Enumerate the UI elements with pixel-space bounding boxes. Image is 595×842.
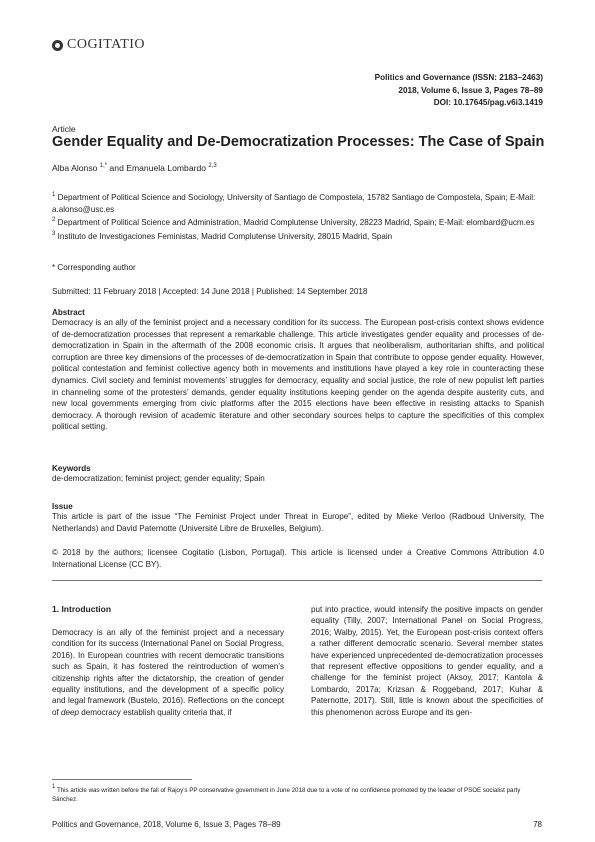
corresponding-author: * Corresponding author: [52, 263, 136, 272]
footnote-text: This article was written before the fall of Rajoy’s PP conservative government in June 2018 due to a vote of no confidence promoted by the leader of PSOE socialist party Sánchez.: [52, 787, 521, 803]
abstract: [52, 308, 544, 433]
license-text: © 2018 by the authors; licensee Cogitatio (Lisbon, Portugal). This article is licensed under a Creative Commons Attribution 4.0 International License (CC BY).: [52, 548, 544, 569]
affil-text-2: Department of Political Science and Administration, Madrid Complutense University, 28223 Madrid, Spain; E-Mail: elombard@ucm.es: [55, 218, 535, 228]
section-divider: [52, 580, 542, 581]
intro-heading: 1. Introduction: [52, 604, 112, 614]
issue: [52, 502, 544, 534]
author-1-affil: 1,*: [99, 163, 108, 169]
footnote: [52, 783, 542, 804]
abstract-text: Democracy is an ally of the feminist project and a necessary condition for its success. The European post-crisis context shows evidence of de-democratization processes that represent a remarkable challenge. This article investigates gender equality and processes of de-democratization in Spain in the aftermath of the 2008 economic crisis. It argues that neoliberalism, authoritarian shifts, and political corruption are three key dimensions of the processes of de-democratization in Spain that contribute to oppose gender equality. However, political contestation and feminist collective agency both in movements and institutions have played a key role in counteracting these dynamics. Civil society and feminist movements’ struggles for democracy, equality and social justice, the role of new populist left parties in channeling some of the protesters’ demands, gender equality institutions keeping gender on the agenda despite austerity cuts, and new local governments emerging from civic platforms after the 2015 elections have been effective in resisting attacks to Spanish democracy. A thorough revision of academic literature and other secondary sources helps to capture the specificities of this complex political setting.: [52, 318, 544, 432]
abstract-heading: Abstract: [52, 308, 85, 317]
authors: [52, 163, 217, 173]
affil-sup-3: 3: [52, 230, 56, 237]
affiliation-3: [52, 229, 552, 243]
article-title: Gender Equality and De-Democratization Processes: The Case of Spain: [52, 134, 545, 150]
submission-dates: Submitted: 11 February 2018 | Accepted: 14 June 2018 | Published: 14 September 2018: [52, 287, 368, 296]
footnote-sup: 1: [52, 784, 56, 790]
journal-info: [375, 72, 543, 110]
affiliation-2: [52, 215, 552, 229]
column-right: [311, 604, 543, 718]
author-2: and Emanuela Lombardo: [107, 163, 209, 173]
article-type: Article: [52, 124, 76, 134]
intro-text-part2: democracy establish quality criteria that, if: [79, 707, 232, 717]
journal-volume: 2018, Volume 6, Issue 3, Pages 78–89: [398, 85, 543, 95]
issue-heading: Issue: [52, 502, 73, 511]
affil-sup-1: 1: [52, 192, 56, 198]
column-left: [52, 604, 284, 718]
logo-text: COGITATIO: [67, 37, 146, 52]
issue-text: This article is part of the issue “The Feminist Project under Threat in Europe”, edited by Mieke Verloo (Radboud University, The Netherlands) and David Paternotte (Université Libre de Bruxelles, Belgium).: [52, 512, 544, 533]
intro-continued: put into practice, would intensify the positive impacts on gender equality (Tilly, 2007; International Panel on Social Progress, 2016; Walby, 2015). Yet, the European post-crisis context offers a rather different democratic scenario. Several member states have experienced unprecedented de-democratization processes that represent effective oppositions to gender equality, and a challenge for the feminist project (Aksoy, 2017; Kantola & Lombardo, 2017a; Krizsan & Roggeband, 2017; Kuhar & Paternotte, 2017). Still, little is known about the specificities of this phenomenon across Europe and its gen-: [311, 605, 543, 717]
logo-mark-icon: [52, 40, 63, 51]
affil-text-3: Instituto de Investigaciones Feministas, Madrid Complutense University, 28015 Madrid, Spain: [55, 231, 393, 241]
journal-name: Politics and Governance (ISSN: 2183–2463): [374, 73, 543, 82]
intro-text-part1: Democracy is an ally of the feminist project and a necessary condition for its success (International Panel on Social Progress, 2016). In European countries with recent democratic transitions such as Spain, it has fostered the reintroduction of women’s citizenship rights after the dictatorship, the creation of gender equality institutions, and the development of a specific policy and legal framework (Bustelo, 2016). Reflections on the concept of: [52, 628, 284, 717]
author-2-affil: 2,3: [208, 163, 217, 169]
intro-paragraph: [52, 627, 284, 718]
page-number: 78: [533, 820, 542, 829]
intro-emphasis: deep: [61, 707, 80, 717]
footer-citation: Politics and Governance, 2018, Volume 6, Issue 3, Pages 78–89: [52, 820, 281, 829]
footnote-divider: [52, 779, 192, 780]
page-footer: [52, 820, 542, 829]
affiliations: [52, 190, 552, 242]
journal-doi[interactable]: DOI: 10.17645/pag.v6i3.1419: [433, 98, 543, 107]
keywords: [52, 464, 544, 485]
keywords-heading: Keywords: [52, 464, 91, 473]
publisher-logo: [52, 37, 145, 53]
author-1: Alba Alonso: [52, 163, 100, 173]
affil-sup-2: 2: [52, 217, 56, 224]
affiliation-1: [52, 190, 552, 215]
affil-text-1: Department of Political Science and Sociology, University of Santiago de Compostela, 15782 Santiago de Compostela, Spain; E-Mail: a.alonso@usc.es: [52, 193, 536, 214]
keywords-text: de-democratization; feminist project; gender equality; Spain: [52, 474, 265, 483]
